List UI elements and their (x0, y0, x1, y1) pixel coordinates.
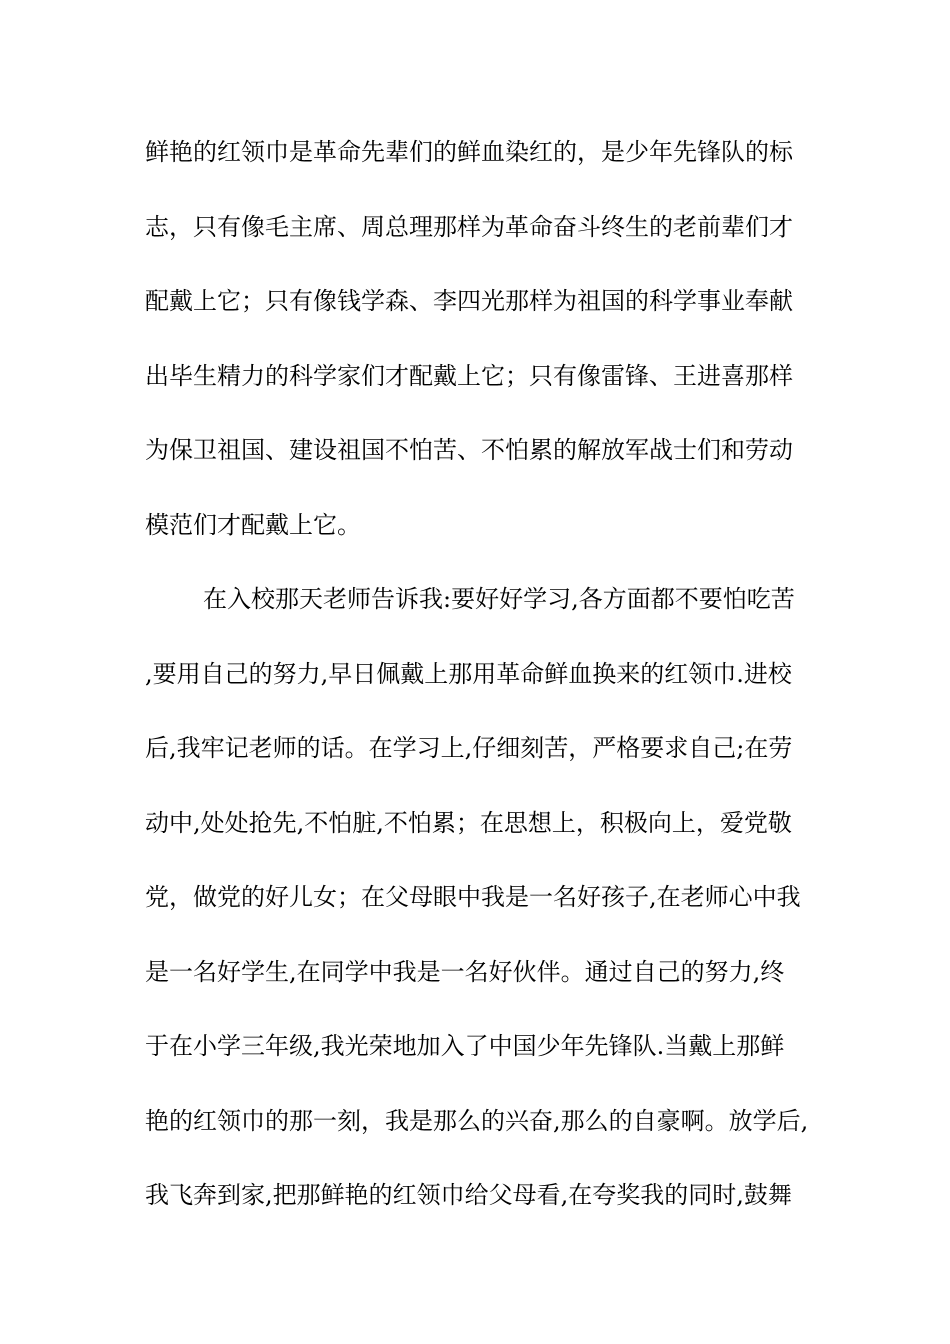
paragraph-line: 后,我牢记老师的话。在学习上,仔细刻苦，严格要求自己;在劳 (145, 734, 793, 762)
paragraph-line: 党，做党的好儿女；在父母眼中我是一名好孩子,在老师心中我 (145, 883, 801, 911)
paragraph-line: 动中,处处抢先,不怕脏,不怕累；在思想上，积极向上，爱党敬 (145, 808, 792, 837)
paragraph-line: 于在小学三年级,我光荣地加入了中国少年先锋队.当戴上那鲜 (145, 1032, 785, 1060)
document-body (145, 131, 825, 1249)
paragraph-line: 志，只有像毛主席、周总理那样为革命奋斗终生的老前辈们才 (145, 212, 793, 241)
paragraph-line: 是一名好学生,在同学中我是一名好伙伴。通过自己的努力,终 (145, 957, 785, 986)
paragraph-line: 出毕生精力的科学家们才配戴上它；只有像雷锋、王进喜那样 (145, 361, 793, 390)
paragraph-line: 模范们才配戴上它。 (145, 510, 361, 539)
paragraph-1 (145, 131, 825, 578)
paragraph-line: 艳的红领巾的那一刻，我是那么的兴奋,那么的自豪啊。放学后, (145, 1106, 809, 1135)
paragraph-line: 我飞奔到家,把那鲜艳的红领巾给父母看,在夸奖我的同时,鼓舞 (145, 1181, 792, 1209)
paragraph-line: 配戴上它；只有像钱学森、李四光那样为祖国的科学事业奉献 (145, 287, 793, 315)
paragraph-line: 为保卫祖国、建设祖国不怕苦、不怕累的解放军战士们和劳动 (145, 436, 793, 464)
paragraph-line: 鲜艳的红领巾是革命先辈们的鲜血染红的，是少年先锋队的标 (145, 138, 793, 166)
paragraph-line: 在入校那天老师告诉我:要好好学习,各方面都不要怕吃苦 (203, 585, 795, 613)
paragraph-line: ,要用自己的努力,早日佩戴上那用革命鲜血换来的红领巾.进校 (145, 659, 792, 688)
paragraph-2 (145, 578, 825, 1249)
